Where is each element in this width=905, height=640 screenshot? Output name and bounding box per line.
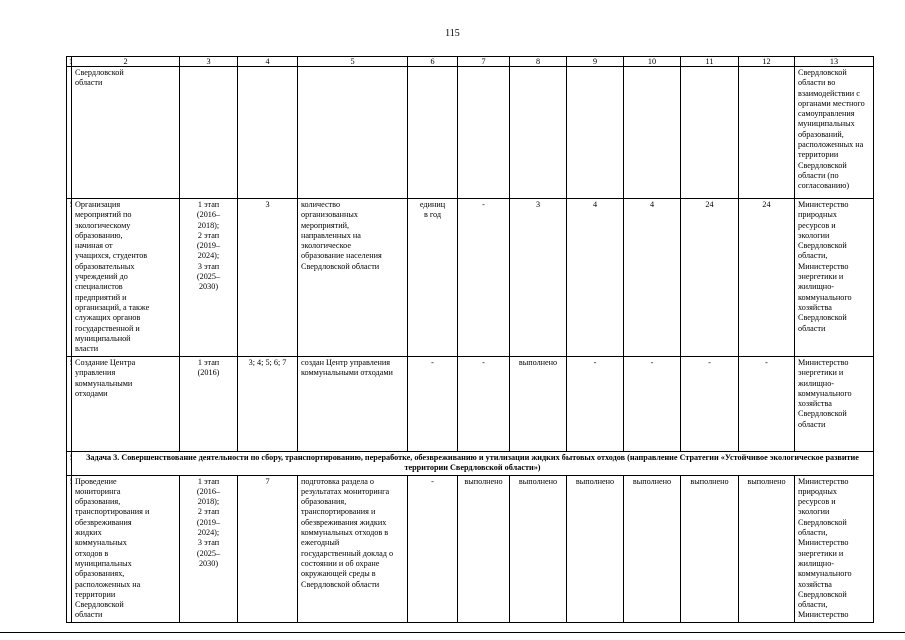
column-number: 7	[458, 57, 510, 67]
value-cell	[739, 67, 795, 199]
value-cell	[510, 67, 567, 199]
value-col-8: выполнено	[510, 357, 567, 452]
value-col-12: выполнено	[739, 475, 795, 622]
value-col-7: выполнено	[458, 475, 510, 622]
table-row-580	[67, 357, 874, 452]
indicator-text: количество организованных мероприятий, направленных на экологическое образование населения Свердловской области	[298, 199, 408, 357]
table-row-581-task	[67, 452, 874, 476]
value-col-11: -	[681, 357, 739, 452]
value-col-11: выполнено	[681, 475, 739, 622]
responsible-executor: Министерство энергетики и жилищно- коммунального хозяйства Свердловской области	[795, 357, 874, 452]
value-col-9: выполнено	[567, 475, 624, 622]
indicator-text: создан Центр управления коммунальными отходами	[298, 357, 408, 452]
value-col-7: -	[458, 199, 510, 357]
value-col-7: -	[458, 357, 510, 452]
column-number: 2	[72, 57, 180, 67]
responsible-executor: Свердловской области во взаимодействии с органами местного самоуправления муниципальных образований, расположенных на территории Свердловской области (по согласованию)	[795, 67, 874, 199]
value-col-12: -	[739, 357, 795, 452]
column-number: 6	[408, 57, 458, 67]
unit-of-measure: -	[408, 475, 458, 622]
column-number: 13	[795, 57, 874, 67]
indicator-text: подготовка раздела о результатах мониторинга образования, транспортирования и обезвреживания жидких коммунальных отходов в ежегодный государственный доклад о состоянии и об охране окружающей среды в Свердловской области	[298, 475, 408, 622]
value-cell	[624, 67, 681, 199]
table-row-continued	[67, 67, 874, 199]
target-ref: 7	[238, 475, 298, 622]
value-col-10: -	[624, 357, 681, 452]
column-number: 4	[238, 57, 298, 67]
column-number: 10	[624, 57, 681, 67]
measure-name: Организация мероприятий по экологическому образованию, начиная от учащихся, студентов образовательных учреждений до специалистов предприятий и организаций, а также служащих органов государственной и муниципальной власти	[72, 199, 180, 357]
stage-period: 1 этап (2016)	[180, 357, 238, 452]
column-number: 8	[510, 57, 567, 67]
task-heading: Задача 3. Совершенствование деятельности по сбору, транспортированию, переработке, обезвреживанию и утилизации жидких бытовых отходов (направление Стратегии «Устойчивое экологическое развитие территории Свердловской области»)	[72, 452, 874, 476]
indicator-cell	[298, 67, 408, 199]
value-cell	[458, 67, 510, 199]
value-col-9: 4	[567, 199, 624, 357]
target-ref-cell	[238, 67, 298, 199]
value-col-8: 3	[510, 199, 567, 357]
measure-name: Создание Центра управления коммунальными отходами	[72, 357, 180, 452]
value-cell	[567, 67, 624, 199]
unit-cell	[408, 67, 458, 199]
measure-name: Проведение мониторинга образования, транспортирования и обезвреживания жидких коммунальных отходов в муниципальных образованиях, расположенных на территории Свердловской области	[72, 475, 180, 622]
table-row-582	[67, 475, 874, 622]
value-col-11: 24	[681, 199, 739, 357]
value-col-10: 4	[624, 199, 681, 357]
action-plan-table	[66, 56, 874, 623]
column-number: 12	[739, 57, 795, 67]
unit-of-measure: -	[408, 357, 458, 452]
page-number: 115	[445, 28, 460, 39]
value-col-8: выполнено	[510, 475, 567, 622]
table-row-579	[67, 199, 874, 357]
stage-cell	[180, 67, 238, 199]
responsible-executor: Министерство природных ресурсов и экологии Свердловской области, Министерство энергетики и жилищно- коммунального хозяйства Свердловской области, Министерство	[795, 475, 874, 622]
target-ref: 3	[238, 199, 298, 357]
stage-period: 1 этап (2016– 2018); 2 этап (2019– 2024); 3 этап (2025– 2030)	[180, 475, 238, 622]
column-number: 5	[298, 57, 408, 67]
target-ref: 3; 4; 5; 6; 7	[238, 357, 298, 452]
unit-of-measure: единиц в год	[408, 199, 458, 357]
measure-name: Свердловской области	[72, 67, 180, 199]
stage-period: 1 этап (2016– 2018); 2 этап (2019– 2024); 3 этап (2025– 2030)	[180, 199, 238, 357]
value-col-12: 24	[739, 199, 795, 357]
value-cell	[681, 67, 739, 199]
page-bottom-border	[0, 632, 905, 633]
column-number	[67, 57, 72, 67]
value-col-10: выполнено	[624, 475, 681, 622]
column-number: 9	[567, 57, 624, 67]
value-col-9: -	[567, 357, 624, 452]
column-number: 3	[180, 57, 238, 67]
responsible-executor: Министерство природных ресурсов и экологии Свердловской области, Министерство энергетики и жилищно- коммунального хозяйства Свердловской области	[795, 199, 874, 357]
column-number: 11	[681, 57, 739, 67]
column-number-row	[67, 57, 874, 67]
